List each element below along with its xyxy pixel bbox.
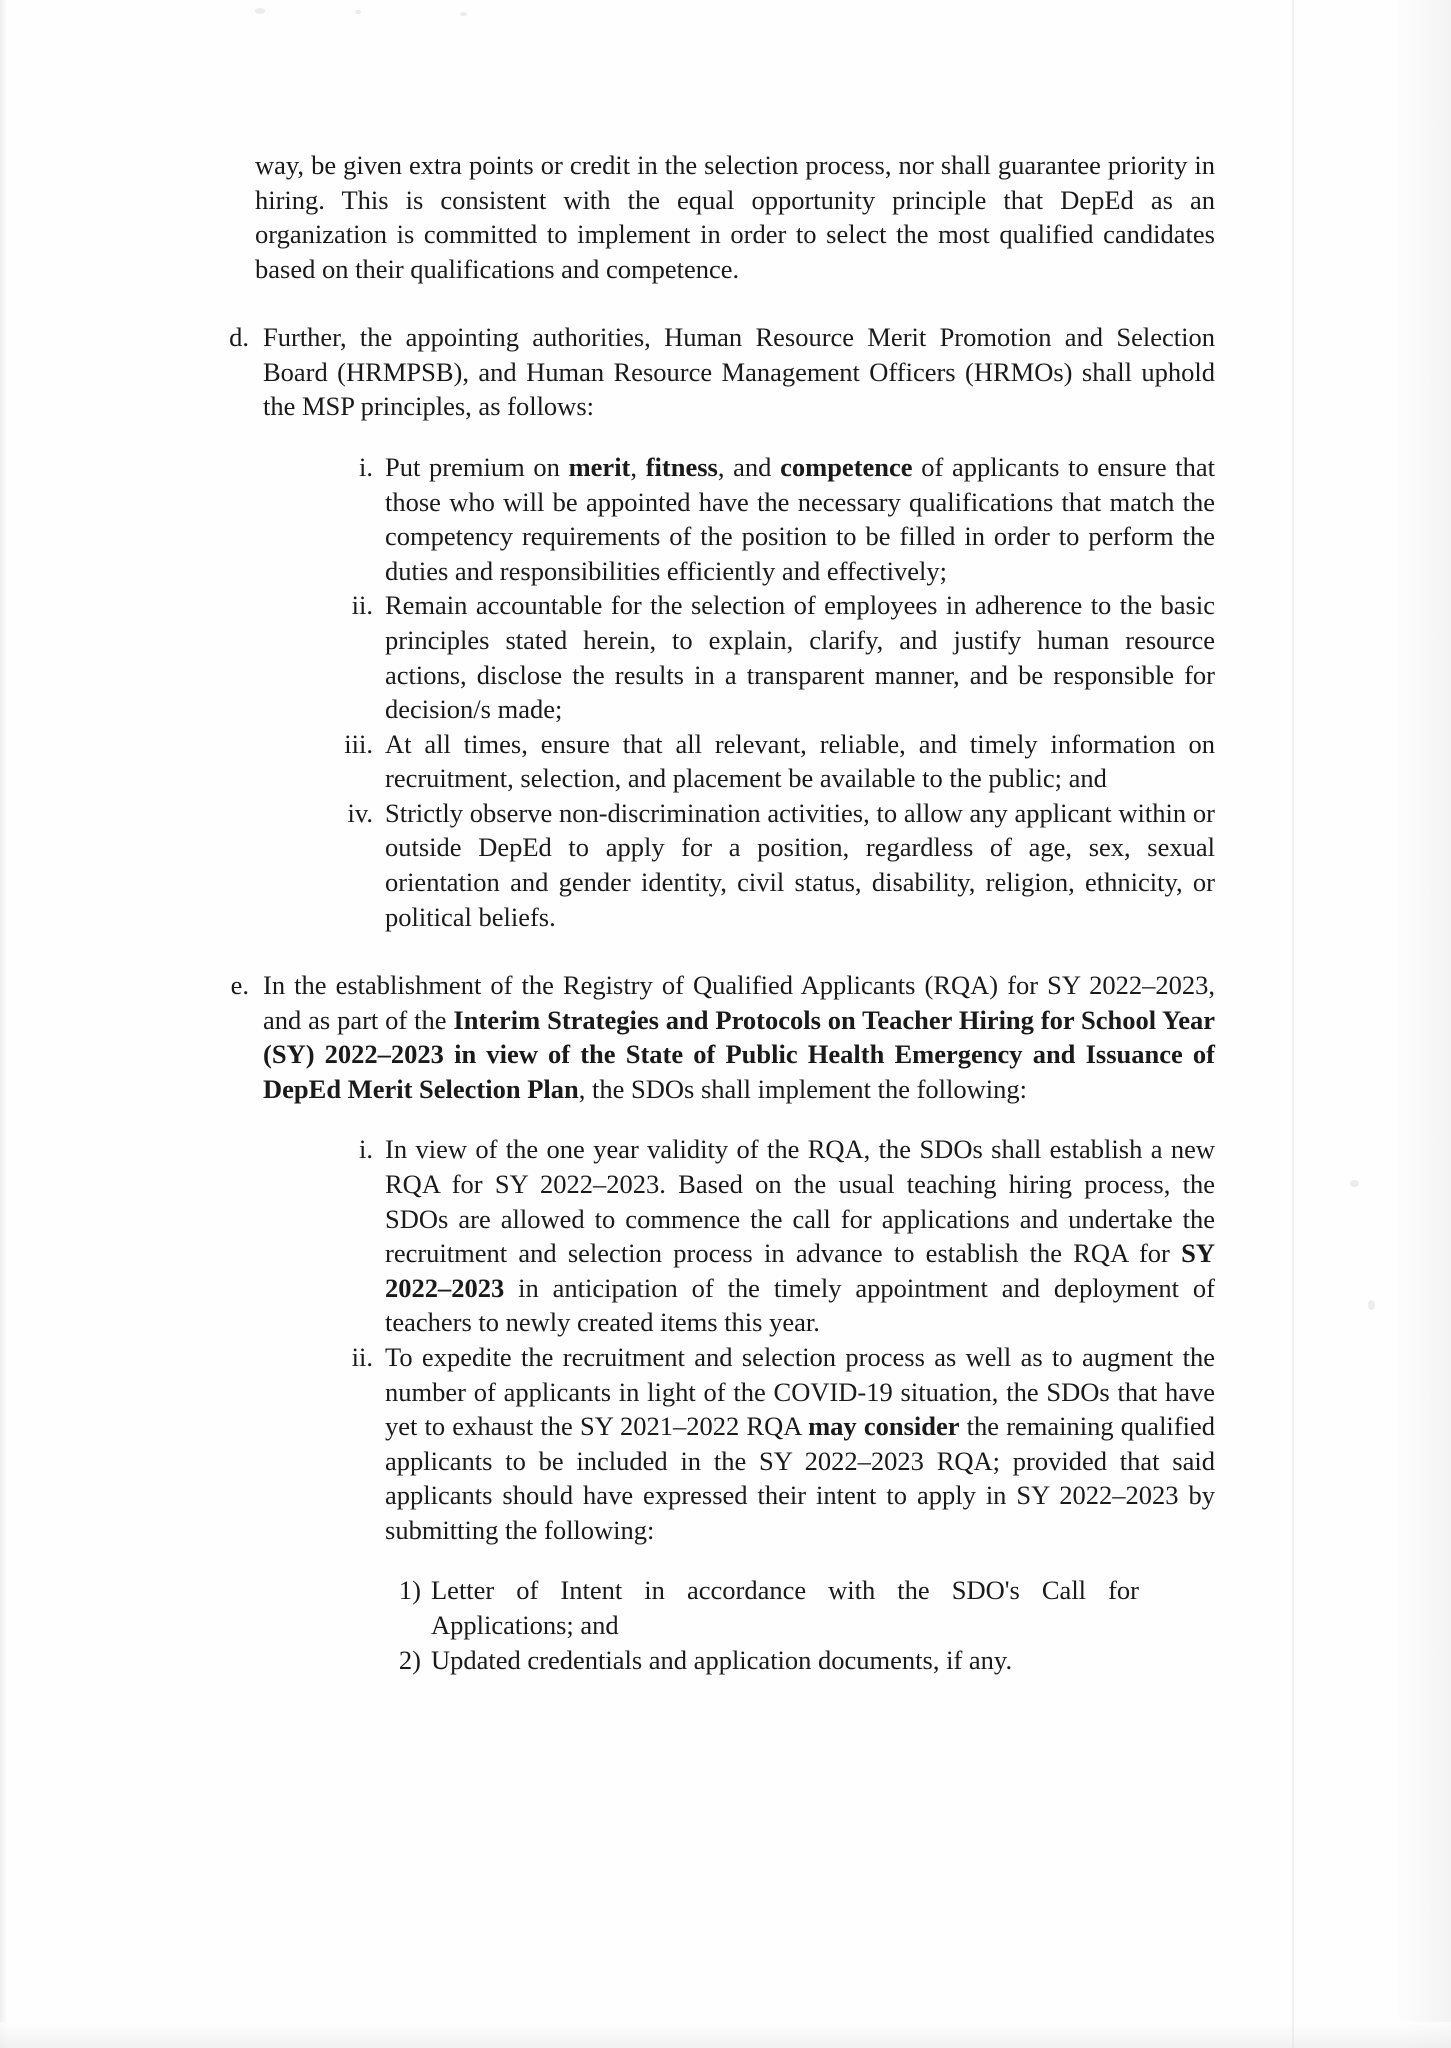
list-marker-e-i: i.	[359, 1134, 373, 1165]
list-item-d-text: Further, the appointing authorities, Human Resource Merit Promotion and Selection Board (HRMPSB), and Human Resource Management Officers (HRMOs) shall uphold the MSP principles, as follows:	[263, 322, 1215, 422]
scan-edge-left	[0, 0, 7, 2048]
list-marker-d-iii: iii.	[344, 728, 373, 759]
scan-speck	[460, 12, 467, 16]
scan-edge-bottom	[0, 2022, 1451, 2048]
list-item-e-text	[263, 968, 1215, 1106]
emphasis-fitness: fitness	[645, 452, 718, 483]
list-item-d-iii-text: At all times, ensure that all relevant, reliable, and timely information on recruitment, selection, and placement be available to the public; and	[385, 728, 1215, 794]
list-e-subitems	[321, 1132, 1215, 1547]
text-fragment: To expedite the recruitment and selection process as well as to augment the number of applicants in light of the COVID-19 situation, the SDOs that have yet to exhaust the SY 2021–2022 RQA	[385, 1341, 1215, 1442]
list-item-d	[209, 320, 1215, 424]
text-fragment: In the establishment of the Registry of Qualified Applicants (RQA) for SY 2022–2023, and as part of the	[263, 970, 1215, 1035]
list-marker-e-ii-1: 1)	[398, 1575, 421, 1606]
list-item-d-i-text	[385, 450, 1215, 588]
scan-speck	[255, 8, 265, 14]
scan-speck	[1368, 1300, 1375, 1310]
list-marker-e-ii: ii.	[351, 1341, 373, 1372]
list-item-d-ii-text: Remain accountable for the selection of employees in adherence to the basic principles stated herein, to explain, clarify, and justify human resource actions, disclose the results in a transparent manner, and be responsible for decision/s made;	[385, 590, 1215, 725]
text-fragment: , and	[717, 452, 781, 483]
list-item-e-ii-1	[375, 1573, 1139, 1642]
text-fragment: ,	[630, 452, 646, 483]
scan-speck	[355, 10, 361, 14]
scan-speck	[1350, 1180, 1359, 1187]
list-item-e-ii-2-text: Updated credentials and application documents, if any.	[431, 1644, 1013, 1675]
list-item-e-i	[321, 1132, 1215, 1339]
list-item-d-i	[321, 450, 1215, 588]
list-marker-d-ii: ii.	[351, 590, 373, 621]
text-fragment: in anticipation of the timely appointment and deployment of teachers to newly created items this year.	[385, 1272, 1215, 1338]
list-item-d-ii	[321, 588, 1215, 726]
emphasis-interim-strategies-title: Interim Strategies and Protocols on Teacher Hiring for School Year (SY) 2022–2023 in view of the State of Public Health Emergency and Issuance of DepEd Merit Selection Plan	[263, 1004, 1215, 1104]
list-item-e-ii-1-text: Letter of Intent in accordance with the SDO's Call for Applications; and	[431, 1575, 1139, 1640]
list-item-e-ii-text	[385, 1340, 1215, 1547]
list-marker-e: e.	[230, 970, 249, 1001]
emphasis-merit: merit	[568, 452, 631, 483]
emphasis-sy-2022-2023: SY 2022–2023	[385, 1238, 1215, 1303]
text-fragment: Put premium on	[385, 452, 569, 483]
document-body	[229, 148, 1215, 1677]
list-marker-d: d.	[229, 322, 249, 353]
list-e-ii-numbered	[339, 1573, 1139, 1677]
list-marker-d-i: i.	[359, 452, 373, 483]
scan-fold-line	[1292, 0, 1294, 2048]
list-marker-e-ii-2: 2)	[398, 1644, 421, 1675]
list-item-d-iv	[321, 796, 1215, 934]
emphasis-competence: competence	[780, 452, 913, 483]
scan-edge-right	[1391, 0, 1451, 2048]
list-item-e-ii	[321, 1340, 1215, 1547]
list-item-e	[209, 968, 1215, 1106]
text-fragment: the remaining qualified applicants to be included in the SY 2022–2023 RQA; provided that said applicants should have expressed their intent to apply in SY 2022–2023 by submitting the following:	[385, 1411, 1215, 1545]
list-marker-d-iv: iv.	[347, 797, 373, 828]
opening-paragraph: way, be given extra points or credit in the selection process, nor shall guarantee priority in hiring. This is consistent with the equal opportunity principle that DepEd as an organization is committed to implement in order to select the most qualified candidates based on their qualifications and competence.	[255, 150, 1215, 284]
text-fragment: In view of the one year validity of the RQA, the SDOs shall establish a new RQA for SY 2022–2023. Based on the usual teaching hiring process, the SDOs are allowed to commence the call for applications and undertake the recruitment and selection process in advance to establish the RQA for	[385, 1134, 1215, 1269]
list-item-d-iii	[321, 727, 1215, 796]
text-fragment: , the SDOs shall implement the following:	[578, 1073, 1027, 1104]
list-item-e-ii-2	[375, 1643, 1139, 1678]
list-item-e-i-text	[385, 1132, 1215, 1339]
text-fragment: of applicants to ensure that those who will be appointed have the necessary qualifications that match the competency requirements of the position to be filled in order to perform the duties and responsibilities efficiently and effectively;	[385, 452, 1215, 586]
list-d-subitems	[321, 450, 1215, 934]
list-item-d-iv-text: Strictly observe non-discrimination activities, to allow any applicant within or outside DepEd to apply for a position, regardless of age, sex, sexual orientation and gender identity, civil status, disability, religion, ethnicity, or political beliefs.	[385, 797, 1215, 932]
emphasis-may-consider: may consider	[808, 1411, 960, 1442]
